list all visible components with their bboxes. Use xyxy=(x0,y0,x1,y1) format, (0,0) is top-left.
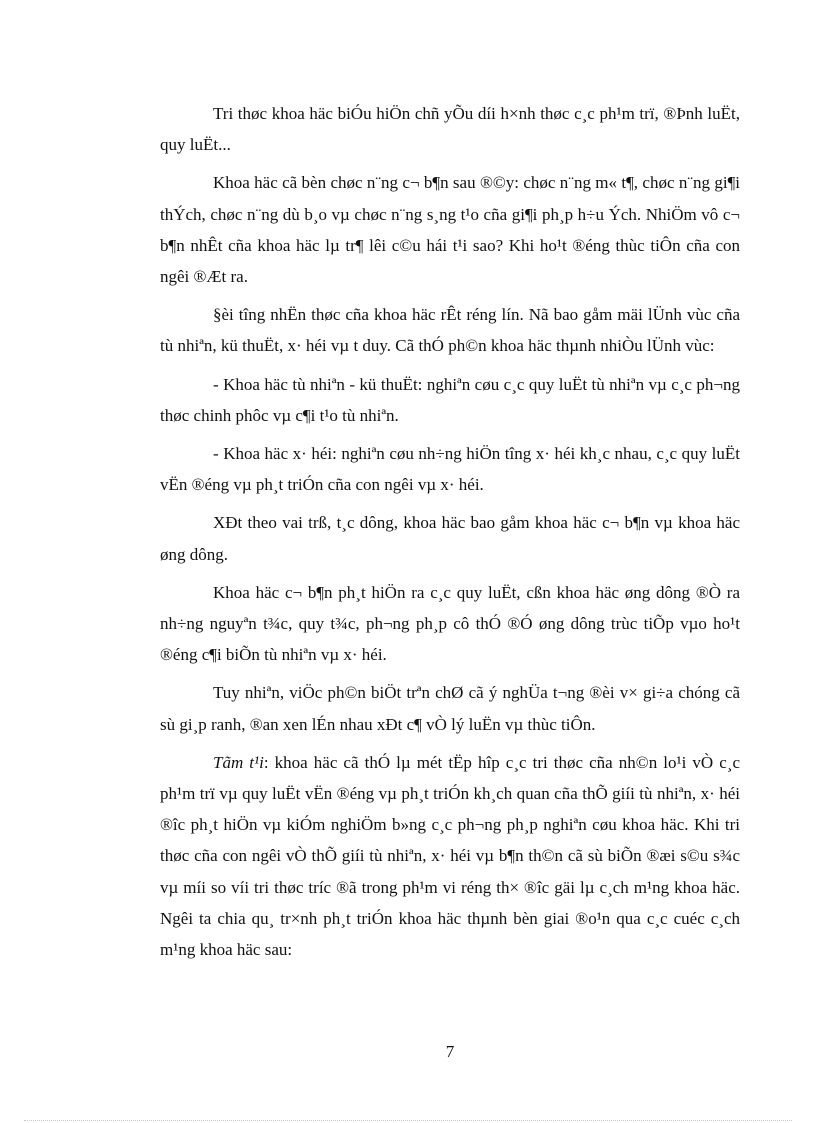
paragraph-text: XÐt theo vai trß, t¸c dông, khoa häc bao gåm khoa häc c¬ b¶n vµ khoa häc øng dông. xyxy=(160,513,740,564)
paragraph-natural-sciences xyxy=(160,369,740,431)
page-number: 7 xyxy=(445,1042,455,1061)
paragraph-summary xyxy=(160,747,740,965)
paragraph-text: - Khoa häc x· héi: nghiªn cøu nh÷ng hiÖn tîng x· héi kh¸c nhau, c¸c quy luËt vËn ®éng vµ ph¸t triÓn cña con ngêi vµ x· héi. xyxy=(160,444,740,495)
paragraph-2 xyxy=(160,167,740,292)
paragraph-1 xyxy=(160,98,740,160)
paragraph-text: - Khoa häc tù nhiªn - kü thuËt: nghiªn cøu c¸c quy luËt tù nhiªn vµ c¸c ph¬ng thøc chinh phôc vµ c¶i t¹o tù nhiªn. xyxy=(160,374,740,425)
summary-lead: Tãm t¹i xyxy=(213,752,264,772)
paragraph-text: Tuy nhiªn, viÖc ph©n biÖt trªn chØ cã ý nghÜa t¬ng ®èi v× gi÷a chóng cã sù gi¸p ranh, ®an xen lÉn nhau xÐt c¶ vÒ lý luËn vµ thùc tiÔn. xyxy=(160,683,740,734)
body-text xyxy=(160,98,740,972)
paragraph-text: Khoa häc cã bèn chøc n¨ng c¬ b¶n sau ®©y: chøc n¨ng m« t¶, chøc n¨ng gi¶i thÝch, chøc n¨ng dù b¸o vµ chøc n¨ng s¸ng t¹o cña gi¶i ph¸p h÷u Ých. NhiÖm vô c¬ b¶n nhÊt cña khoa häc lµ tr¶ lêi c©u hái t¹i sao? Khi ho¹t ®éng thùc tiÔn cña con ngêi ®Æt ra. xyxy=(160,173,740,287)
paragraph-text: Khoa häc c¬ b¶n ph¸t hiÖn ra c¸c quy luËt, cßn khoa häc øng dông ®Ò ra nh÷ng nguyªn t¾c, quy t¾c, ph¬ng ph¸p cô thÓ ®Ó øng dông trùc tiÕp vµo ho¹t ®éng c¶i biÕn tù nhiªn vµ x· héi. xyxy=(160,582,740,665)
paragraph-6 xyxy=(160,507,740,569)
page-bottom-divider xyxy=(24,1120,792,1121)
paragraph-social-sciences xyxy=(160,438,740,500)
paragraph-8 xyxy=(160,677,740,739)
paragraph-text: Tri thøc khoa häc biÓu hiÖn chñ yÕu díi h×nh thøc c¸c ph¹m trï, ®Þnh luËt, quy luËt... xyxy=(160,104,740,155)
paragraph-7 xyxy=(160,577,740,671)
paragraph-text: : khoa häc cã thÓ lµ mét tËp hîp c¸c tri thøc cña nh©n lo¹i vÒ c¸c ph¹m trï vµ quy luËt vËn ®éng vµ ph¸t triÓn kh¸ch quan cña thÕ giíi tù nhiªn, x· héi ®îc ph¸t hiÖn vµ kiÓm nghiÖm b»ng c¸c ph¬ng ph¸p nghiªn cøu khoa häc. Khi tri thøc cña con ngêi vÒ thÕ giíi tù nhiªn, x· héi vµ b¶n th©n cã sù biÕn ®æi s©u s¾c vµ míi so víi tri thøc tríc ®ã trong ph¹m vi réng th× ®îc gäi lµ c¸ch m¹ng khoa häc. Ngêi ta chia qu¸ tr×nh ph¸t triÓn khoa häc thµnh bèn giai ®o¹n qua c¸c cuéc c¸ch m¹ng khoa häc sau: xyxy=(160,752,741,960)
paragraph-text: §èi tîng nhËn thøc cña khoa häc rÊt réng lín. Nã bao gåm mäi lÜnh vùc cña tù nhiªn, kü thuËt, x· héi vµ t duy. Cã thÓ ph©n khoa häc thµnh nhiÒu lÜnh vùc: xyxy=(160,305,740,356)
paragraph-3 xyxy=(160,299,740,361)
